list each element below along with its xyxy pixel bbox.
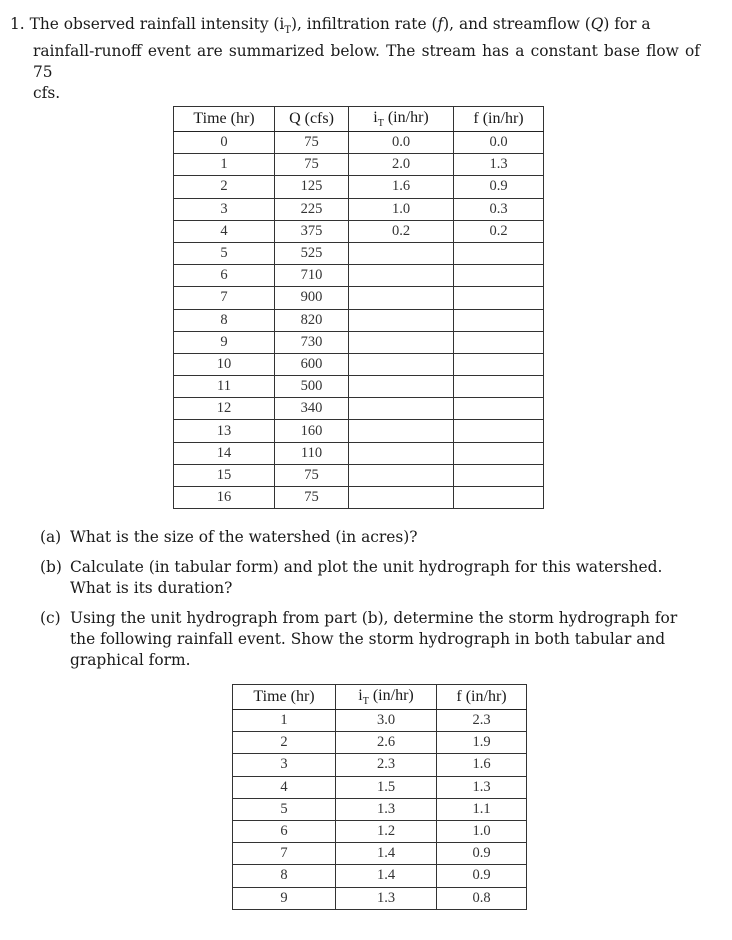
- table-row: [174, 154, 544, 176]
- table-cell: 1.6: [437, 754, 527, 776]
- table-row: [174, 220, 544, 242]
- table-cell: 1.4: [336, 865, 437, 887]
- problem-text-line1: The observed rainfall intensity $(i_T)$, infiltration rate (f), and streamflow (Q) for a: [29, 15, 651, 37]
- table-cell: [349, 464, 454, 486]
- table-row: [174, 176, 544, 198]
- table-cell: 8: [233, 865, 336, 887]
- header-f: f (in/hr): [437, 685, 527, 710]
- table-cell: 0.3: [454, 198, 544, 220]
- table-cell: 2: [233, 732, 336, 754]
- part-c-label: (c): [40, 609, 61, 627]
- table-cell: [454, 487, 544, 509]
- table-cell: [454, 265, 544, 287]
- table-cell: 0.0: [349, 132, 454, 154]
- table-cell: [349, 242, 454, 264]
- table-cell: [454, 376, 544, 398]
- table-cell: 9: [233, 887, 336, 909]
- table-cell: 5: [233, 798, 336, 820]
- table-cell: 160: [275, 420, 349, 442]
- table-cell: 2.3: [437, 710, 527, 732]
- table-row: [233, 887, 527, 909]
- table-cell: [454, 287, 544, 309]
- table-cell: [454, 398, 544, 420]
- table-cell: [454, 242, 544, 264]
- part-c: [40, 608, 696, 671]
- table-cell: 1.3: [437, 776, 527, 798]
- header-it: $i_T$ (in/hr): [336, 685, 437, 710]
- table-cell: 4: [174, 220, 275, 242]
- table-row: [174, 198, 544, 220]
- table-cell: 3.0: [336, 710, 437, 732]
- table-cell: [349, 376, 454, 398]
- table-cell: 75: [275, 132, 349, 154]
- table-cell: 730: [275, 331, 349, 353]
- table-row: [174, 376, 544, 398]
- problem-statement: [10, 14, 700, 104]
- table-cell: 0.2: [454, 220, 544, 242]
- table-row: [174, 242, 544, 264]
- header-time: Time (hr): [174, 107, 275, 132]
- table-cell: 1.6: [349, 176, 454, 198]
- table-row: [174, 420, 544, 442]
- table-row: [174, 464, 544, 486]
- table-row: [174, 398, 544, 420]
- table-cell: 10: [174, 353, 275, 375]
- table-cell: 500: [275, 376, 349, 398]
- table-cell: 1.9: [437, 732, 527, 754]
- table-cell: 1.4: [336, 843, 437, 865]
- table-header-row: [174, 107, 544, 132]
- table-cell: 600: [275, 353, 349, 375]
- part-a: [40, 527, 696, 548]
- table-cell: 9: [174, 331, 275, 353]
- table-cell: 1: [174, 154, 275, 176]
- table-row: [233, 865, 527, 887]
- table-cell: 710: [275, 265, 349, 287]
- part-b-text: Calculate (in tabular form) and plot the unit hydrograph for this watershed. What is its duration?: [70, 558, 663, 597]
- table-cell: [454, 442, 544, 464]
- table-cell: 0.9: [437, 865, 527, 887]
- table-cell: [454, 464, 544, 486]
- table-cell: 3: [233, 754, 336, 776]
- table-cell: 75: [275, 154, 349, 176]
- table-cell: 0.9: [437, 843, 527, 865]
- table-cell: 0.2: [349, 220, 454, 242]
- part-b: [40, 557, 696, 599]
- table-cell: 820: [275, 309, 349, 331]
- table-cell: 7: [233, 843, 336, 865]
- table-cell: 0.9: [454, 176, 544, 198]
- table-cell: 525: [275, 242, 349, 264]
- table-row: [174, 265, 544, 287]
- part-c-text: Using the unit hydrograph from part (b), determine the storm hydrograph for the following rainfall event. Show the storm hydrograph in both tabular and graphical form.: [70, 609, 678, 669]
- table-cell: [454, 353, 544, 375]
- table-cell: 2.0: [349, 154, 454, 176]
- table-cell: [349, 353, 454, 375]
- problem-number: 1.: [10, 15, 25, 33]
- table-cell: [349, 442, 454, 464]
- table-cell: 2: [174, 176, 275, 198]
- table-row: [174, 309, 544, 331]
- part-a-text: What is the size of the watershed (in acres)?: [70, 528, 418, 546]
- part-a-label: (a): [40, 528, 62, 546]
- table-cell: [349, 487, 454, 509]
- table-row: [174, 331, 544, 353]
- table-cell: 1.3: [336, 798, 437, 820]
- observed-event-table: [173, 106, 544, 509]
- table-row: [233, 820, 527, 842]
- table-cell: 16: [174, 487, 275, 509]
- table-cell: 0.0: [454, 132, 544, 154]
- table-cell: 75: [275, 464, 349, 486]
- header-it: $i_T$ (in/hr): [349, 107, 454, 132]
- table-cell: [349, 309, 454, 331]
- table-cell: 1.1: [437, 798, 527, 820]
- table-cell: 4: [233, 776, 336, 798]
- table-cell: [454, 420, 544, 442]
- table-row: [174, 442, 544, 464]
- table-cell: 340: [275, 398, 349, 420]
- table-cell: 110: [275, 442, 349, 464]
- table-cell: 7: [174, 287, 275, 309]
- table-cell: 1.5: [336, 776, 437, 798]
- header-q: Q (cfs): [275, 107, 349, 132]
- table-cell: [349, 420, 454, 442]
- table-cell: 2.3: [336, 754, 437, 776]
- rainfall-event-table: [232, 684, 527, 910]
- table-cell: 0: [174, 132, 275, 154]
- table-cell: 6: [233, 820, 336, 842]
- table-cell: 75: [275, 487, 349, 509]
- table-header-row: [233, 685, 527, 710]
- table-cell: 6: [174, 265, 275, 287]
- table-row: [174, 287, 544, 309]
- table-row: [233, 732, 527, 754]
- table-cell: 375: [275, 220, 349, 242]
- table-cell: 125: [275, 176, 349, 198]
- table-cell: 15: [174, 464, 275, 486]
- table-cell: [454, 331, 544, 353]
- table-cell: 2.6: [336, 732, 437, 754]
- table-cell: 0.8: [437, 887, 527, 909]
- table-cell: 12: [174, 398, 275, 420]
- table-row: [174, 487, 544, 509]
- table-cell: [349, 287, 454, 309]
- table-cell: 11: [174, 376, 275, 398]
- table-cell: 1: [233, 710, 336, 732]
- part-b-label: (b): [40, 558, 62, 576]
- table-cell: [454, 309, 544, 331]
- table-row: [233, 754, 527, 776]
- header-f: f (in/hr): [454, 107, 544, 132]
- table-cell: 1.3: [336, 887, 437, 909]
- table-row: [233, 843, 527, 865]
- table-cell: [349, 265, 454, 287]
- table-cell: 1.3: [454, 154, 544, 176]
- table-cell: 14: [174, 442, 275, 464]
- table-cell: 225: [275, 198, 349, 220]
- table-cell: [349, 398, 454, 420]
- table-cell: 900: [275, 287, 349, 309]
- table-cell: 3: [174, 198, 275, 220]
- table-cell: 5: [174, 242, 275, 264]
- table-cell: 13: [174, 420, 275, 442]
- header-time: Time (hr): [233, 685, 336, 710]
- table-row: [233, 798, 527, 820]
- table-cell: 1.2: [336, 820, 437, 842]
- table-row: [233, 776, 527, 798]
- problem-text-line2: rainfall-runoff event are summarized below. The stream has a constant base flow of 75: [33, 42, 700, 82]
- table-cell: 1.0: [437, 820, 527, 842]
- table-cell: 8: [174, 309, 275, 331]
- problem-text-line3: cfs.: [33, 84, 61, 103]
- table-cell: 1.0: [349, 198, 454, 220]
- table-row: [174, 132, 544, 154]
- table-row: [233, 710, 527, 732]
- table-row: [174, 353, 544, 375]
- table-cell: [349, 331, 454, 353]
